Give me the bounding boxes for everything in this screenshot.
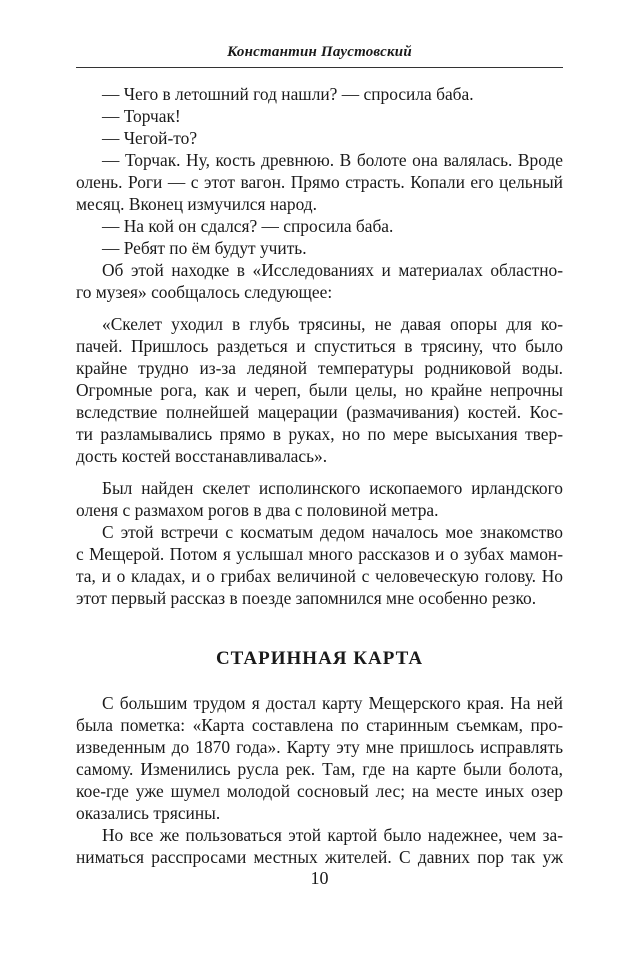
text-line: с Мещерой. Потом я услышал много рассказов и о зубах мамон- [76, 544, 563, 564]
text-line: та, и о кладах, и о грибах величиной с человеческую голову. Но [76, 566, 563, 586]
text-line: — Чегой-то? [102, 128, 198, 148]
text-line: Об этой находке в «Исследованиях и материалах областно- [102, 260, 563, 280]
text-line: го музея» сообщалось следующее: [76, 282, 333, 302]
text-line: была пометка: «Карта составлена по старинным съемкам, про- [76, 715, 563, 735]
text-line: ти разламывались прямо в руках, но по мере высыхания твер- [76, 424, 563, 444]
text-line: пачей. Пришлось раздеться и спуститься в трясину, что было [76, 336, 563, 356]
section-title: СТАРИННАЯ КАРТА [215, 648, 424, 669]
text-line: — На кой он сдался? — спросила баба. [102, 216, 394, 236]
text-line: С большим трудом я достал карту Мещерского края. На ней [102, 693, 563, 713]
text-line: Но все же пользоваться этой картой было надежнее, чем за- [102, 825, 563, 845]
header-rule [76, 67, 563, 68]
text-line: «Скелет уходил в глубь трясины, не давая опоры для ко- [102, 314, 563, 334]
text-line: крайне трудно из-за ледяной температуры родниковой воды. [76, 358, 563, 378]
text-line: кое-где уже шумел молодой сосновый лес; на месте иных озер [76, 781, 563, 801]
text-line: вследствие полнейшей мацерации (размачивания) костей. Кос- [76, 402, 563, 422]
page-number: 10 [310, 868, 329, 888]
text-line: Был найден скелет исполинского ископаемого ирландского [102, 478, 563, 498]
text-line: — Торчак! [102, 106, 181, 126]
text-line: — Ребят по ём будут учить. [102, 238, 307, 258]
text-line: олень. Роги — с этот вагон. Прямо страсть. Копали его цельный [76, 172, 563, 192]
running-header: Константин Паустовский [227, 44, 412, 60]
text-line: Огромные рога, как и череп, были целы, но крайне непрочны [76, 380, 563, 400]
text-line: дость костей восстанавливалась». [76, 446, 328, 466]
text-line: этот первый рассказ в поезде запомнился мне особенно резко. [76, 588, 537, 608]
text-line: С этой встречи с косматым дедом началось мое знакомство [102, 522, 563, 542]
text-line: оленя с размахом рогов в два с половиной метра. [76, 500, 439, 520]
text-line: ниматься расспросами местных жителей. С давних пор так уж [76, 847, 563, 867]
text-line: оказались трясины. [76, 803, 221, 823]
text-line: — Чего в летошний год нашли? — спросила баба. [102, 84, 474, 104]
text-line: — Торчак. Ну, кость древнюю. В болоте она валялась. Вроде [102, 150, 563, 170]
text-line: изведенным до 1870 года». Карту эту мне пришлось исправлять [76, 737, 563, 757]
text-line: самому. Изменились русла рек. Там, где на карте были болота, [76, 759, 563, 779]
text-line: месяц. Вконец измучился народ. [76, 194, 317, 214]
